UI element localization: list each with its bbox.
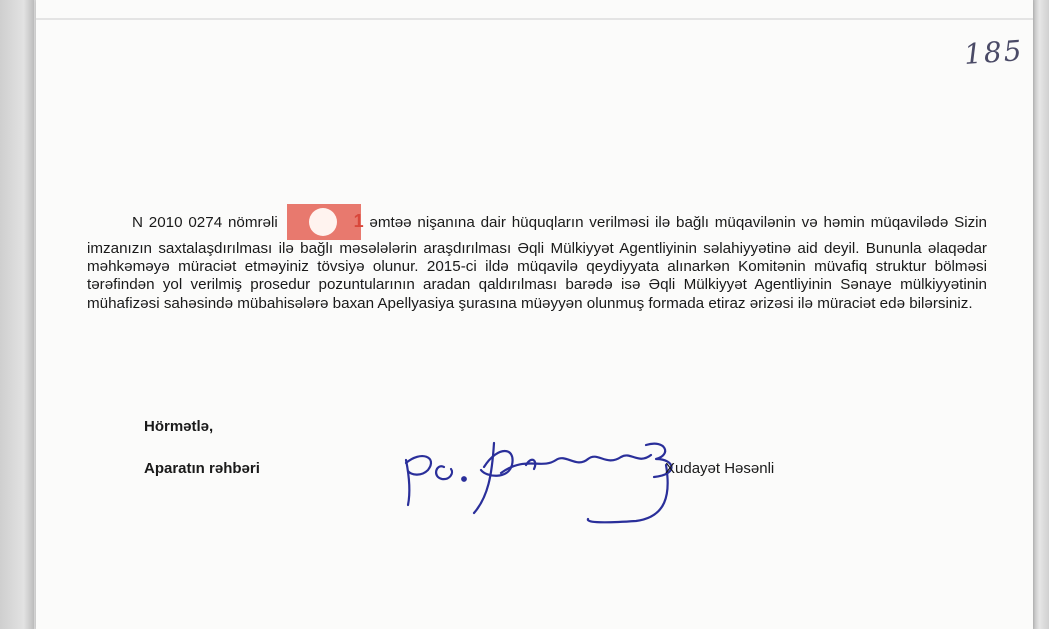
handwritten-signature: [366, 425, 696, 535]
signatory-name: Xudayət Həsənli: [665, 460, 775, 477]
signer-position: Aparatın rəhbəri: [144, 460, 260, 477]
trademark-logo: [287, 204, 364, 240]
letter-paragraph: [87, 204, 987, 313]
letter-body: [87, 204, 987, 313]
trademark-logo-mark: 1: [309, 208, 337, 236]
body-text: əmtəə nişanına dair hüquqların verilməsi ilə bağlı müqavilənin və həmin müqavilədə Sizin imzanızın saxtalaşdırılması ilə bağlı məsələlərin araşdırılması Əqli Mülkiyyət Agentliyinin səlahiyyətinə aid deyil. Bununla əlaqədar məhkəməyə müraciət etməyiniz tövsiyə olunur. 2015-ci ildə müqavilə qeydiyyata alınarkən Komitənin müvafiq struktur bölməsi tərəfindən yol verilmiş prosedur pozuntularının aradan qaldırılması barədə isə Əqli Mülkiyyət Agentliyinin Sənaye mülkiyyətinin mühafizəsi sahəsində mübahisələrə baxan Apellyasiya şurasına müəyyən olunmuş formada etiraz ərizəsi ilə müraciət edə bilərsiniz.: [87, 214, 987, 312]
handwritten-page-number: 185: [962, 33, 1025, 72]
document-page: [36, 0, 1033, 629]
scanner-right-edge: [1033, 0, 1049, 629]
closing-salutation: Hörmətlə,: [144, 418, 214, 435]
page-top-edge: [36, 18, 1033, 20]
scanner-left-edge: [0, 0, 34, 629]
lead-in-text: N 2010 0274 nömrəli: [132, 214, 278, 231]
